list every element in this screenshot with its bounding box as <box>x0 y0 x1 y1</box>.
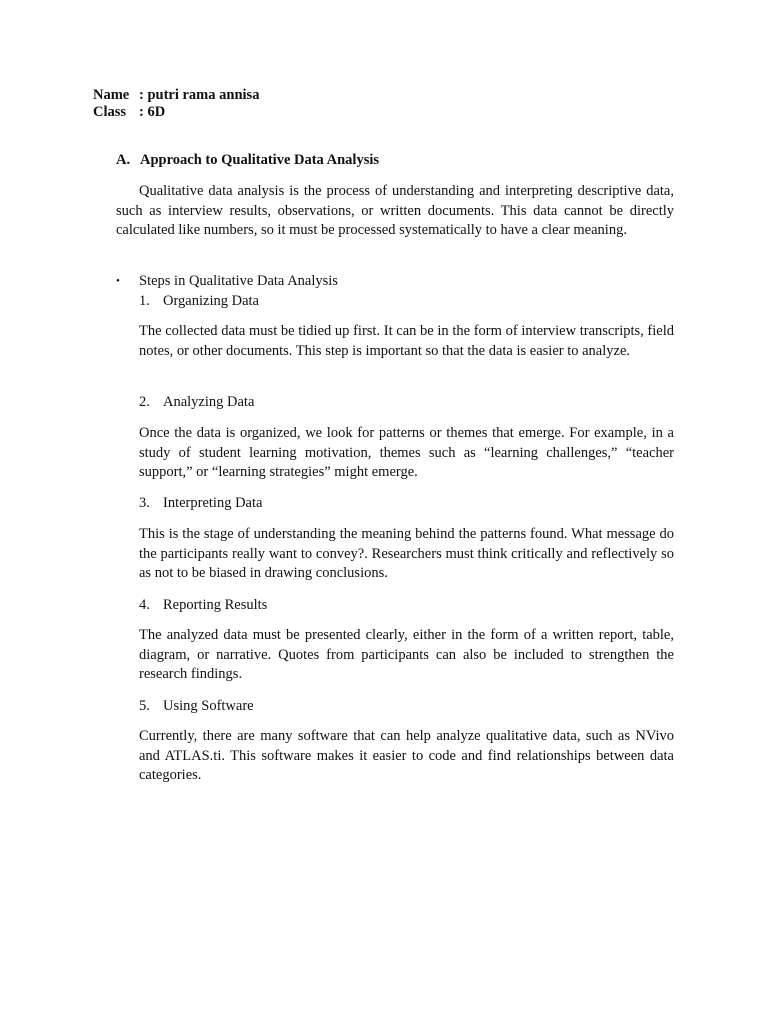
name-value: : putri rama annisa <box>139 87 260 103</box>
intro-paragraph: Qualitative data analysis is the process of understanding and interpreting descriptive data, such as interview results, observations, or written documents. This data cannot be directly calculated like numbers, so it must be processed systematically to have a clear meaning. <box>116 183 674 239</box>
step-title-reporting <box>139 596 267 615</box>
step-title-text: Analyzing Data <box>163 394 255 410</box>
step-title-analyzing <box>139 393 254 412</box>
name-row <box>93 87 259 104</box>
class-label: Class <box>93 104 127 120</box>
step-number: 3. <box>139 495 150 511</box>
step-title-text: Organizing Data <box>163 293 259 309</box>
step-body-reporting: The analyzed data must be presented clearly, either in the form of a written report, table, diagram, or narrative. Quotes from participants can also be included to strengthen the research findings. <box>139 627 674 683</box>
student-info <box>93 87 259 121</box>
step-body-software: Currently, there are many software that can help analyze qualitative data, such as NVivo and ATLAS.ti. This software makes it easier to code and find relationships between data categories. <box>139 728 674 784</box>
step-number: 4. <box>139 597 150 613</box>
bullet-icon: • <box>116 275 120 287</box>
step-body-analyzing: Once the data is organized, we look for patterns or themes that emerge. For example, in a study of student learning motivation, themes such as “learning challenges,” “teacher support,” or “learning strategies” might emerge. <box>139 425 674 481</box>
bullet-item <box>116 272 338 291</box>
step-title-text: Reporting Results <box>163 597 268 613</box>
step-body-organizing: The collected data must be tidied up first. It can be in the form of interview transcripts, field notes, or other documents. This step is important so that the data is easier to analyze. <box>139 323 674 359</box>
class-row <box>93 104 259 121</box>
step-number: 2. <box>139 394 150 410</box>
section-letter: A. <box>116 152 131 168</box>
step-number: 5. <box>139 698 150 714</box>
step-title-text: Interpreting Data <box>163 495 263 511</box>
class-value: : 6D <box>139 104 166 120</box>
step-title-interpreting <box>139 494 262 513</box>
step-number: 1. <box>139 293 150 309</box>
section-heading <box>116 152 379 169</box>
bullet-text: Steps in Qualitative Data Analysis <box>139 273 338 289</box>
section-title: Approach to Qualitative Data Analysis <box>140 152 380 168</box>
step-body-interpreting: This is the stage of understanding the meaning behind the patterns found. What message do the participants really want to convey?. Researchers must think critically and reflectively so as not to be biased in drawing conclusions. <box>139 526 674 582</box>
name-label: Name <box>93 87 130 103</box>
step-title-organizing <box>139 292 259 311</box>
step-title-software <box>139 697 254 716</box>
step-title-text: Using Software <box>163 698 254 714</box>
